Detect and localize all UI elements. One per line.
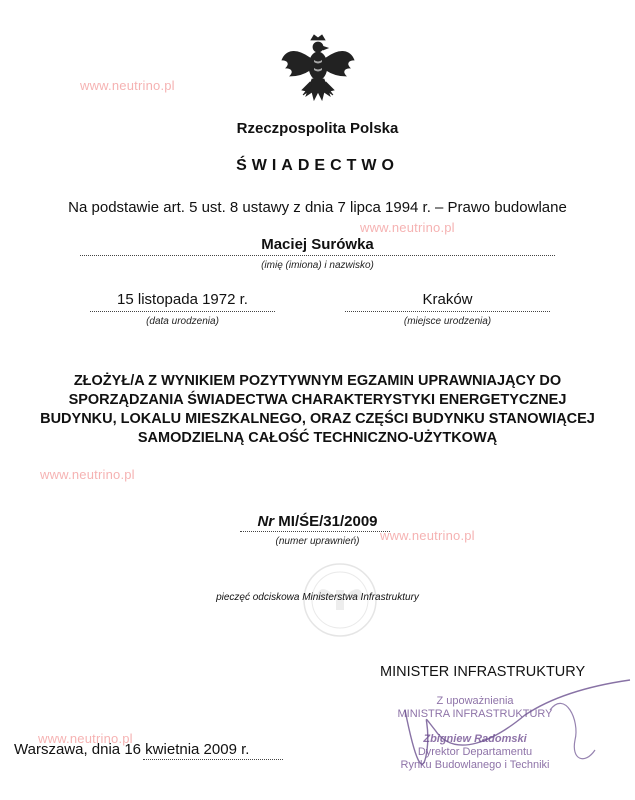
exam-statement: ZŁOŻYŁ/A Z WYNIKIEM POZYTYWNYM EGZAMIN UPRAWNIAJĄCY DO SPORZĄDZANIA ŚWIADECTWA CHARAKTERYSTYKI ENERGETYCZNEJ BUDYNKU, LOKALU MIESZKALNEGO, ORAZ CZĘŚCI BUDYNKU STANOWIĄCEJ SAMODZIELNĄ CAŁOŚĆ TECHNICZNO-UŻYTKOWĄ <box>40 373 595 446</box>
watermark-text: www.neutrino.pl <box>40 467 135 482</box>
signatory-position-1: Dyrektor Departamentu <box>417 746 533 758</box>
on-behalf-line-1: Z upoważnienia <box>436 695 514 707</box>
seal-caption: pieczęć odciskowa Ministerstwa Infrastruktury <box>216 592 419 603</box>
birth-place-dotted-line <box>345 311 550 312</box>
name-dotted-line <box>80 255 555 256</box>
polish-eagle-emblem-icon <box>278 30 358 110</box>
watermark-text: www.neutrino.pl <box>380 528 475 543</box>
birth-place-caption: (miejsce urodzenia) <box>403 316 492 327</box>
date-dotted-line <box>143 759 283 760</box>
birth-date: 15 listopada 1972 r. <box>117 291 248 308</box>
watermark-text: www.neutrino.pl <box>80 78 175 93</box>
issue-place-date <box>14 741 249 758</box>
permit-number: MI/ŚE/31/2009 <box>278 513 378 530</box>
watermark-text: www.neutrino.pl <box>360 220 455 235</box>
signatory-position-2: Rynku Budowlanego i Techniki <box>400 759 550 771</box>
permit-number-row <box>0 513 635 530</box>
country-name: Rzeczpospolita Polska <box>236 120 399 137</box>
watermark-text: www.neutrino.pl <box>38 731 133 746</box>
minister-title: MINISTER INFRASTRUKTURY <box>380 664 586 680</box>
signatory-name: Zbigniew Radomski <box>423 733 527 745</box>
permit-caption: (numer uprawnień) <box>275 536 360 547</box>
birth-date-dotted-line <box>90 311 275 312</box>
birth-date-caption: (data urodzenia) <box>146 316 219 327</box>
permit-prefix: Nr <box>257 513 275 530</box>
name-caption: (imię (imiona) i nazwisko) <box>261 260 374 271</box>
legal-basis: Na podstawie art. 5 ust. 8 ustawy z dnia 7 lipca 1994 r. – Prawo budowlane <box>68 199 567 216</box>
holder-name: Maciej Surówka <box>261 236 374 253</box>
issue-date: 16 kwietnia 2009 r. <box>124 741 250 758</box>
birth-place: Kraków <box>422 291 473 308</box>
issue-place: Warszawa, dnia <box>14 741 121 758</box>
permit-dotted-line <box>240 531 390 532</box>
on-behalf-line-2: MINISTRA INFRASTRUKTURY <box>397 708 553 720</box>
handwritten-signature-icon <box>375 670 635 790</box>
document-title: ŚWIADECTWO <box>236 157 399 174</box>
